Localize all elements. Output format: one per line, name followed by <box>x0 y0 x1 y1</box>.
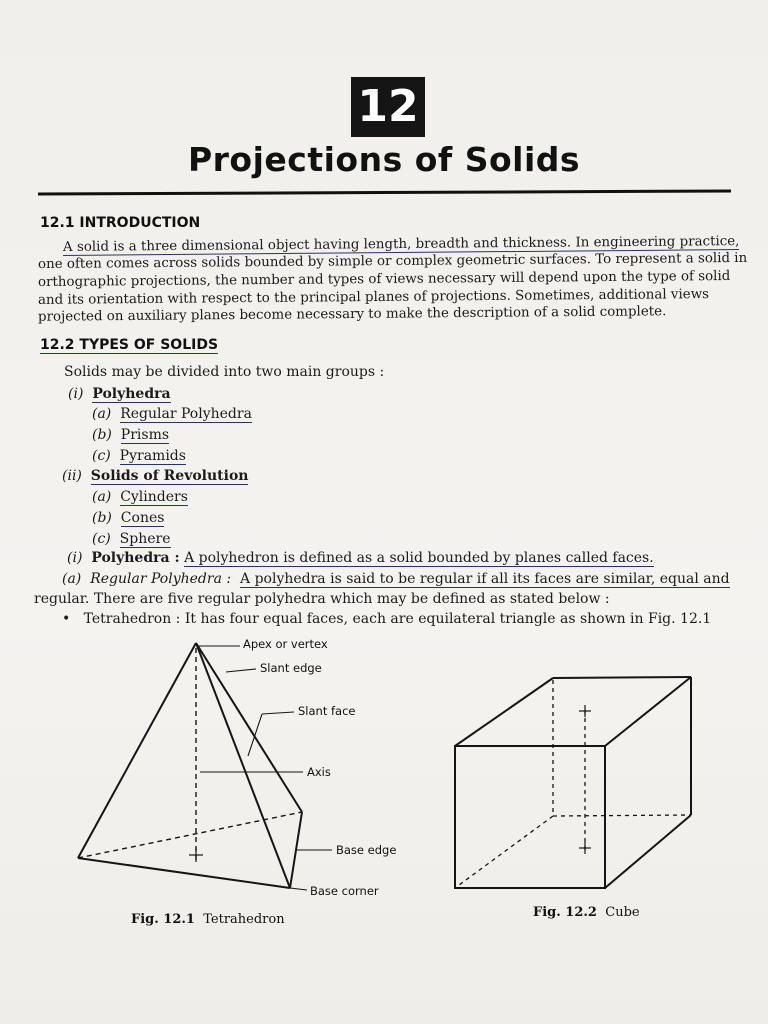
chapter-number: 12 <box>351 77 425 137</box>
label-slant-edge: Slant edge <box>260 661 322 675</box>
label-base-corner: Base corner <box>310 884 379 898</box>
cube-solid-edges <box>455 677 691 888</box>
intro-line-1: A solid is a three dimensional object having length, breadth and thickness. In engineering practice, <box>62 234 740 255</box>
list-item: (a) Cylinders <box>92 489 188 505</box>
section-heading-introduction: 12.1 INTRODUCTION <box>40 215 201 231</box>
group-polyhedra: (i) Polyhedra <box>68 386 171 402</box>
section-heading-types: 12.2 TYPES OF SOLIDS <box>40 337 219 353</box>
label-axis: Axis <box>307 765 331 779</box>
intro-line-5: projected on auxiliary planes become necessary to make the description of a solid complete. <box>37 304 667 325</box>
chapter-title: Projections of Solids <box>187 140 581 179</box>
label-base-edge: Base edge <box>336 843 397 857</box>
types-intro: Solids may be divided into two main groups : <box>64 364 385 380</box>
list-item: (b) Prisms <box>92 427 170 443</box>
figure-caption-tetrahedron: Fig. 12.1 Tetrahedron <box>131 912 285 927</box>
intro-line-3: orthographic projections, the number and types of views necessary will depend upon the type of solid <box>37 268 731 291</box>
definition-polyhedra: (i) Polyhedra : A polyhedron is defined as a solid bounded by planes called faces. <box>67 550 654 566</box>
intro-line-4: and its orientation with respect to the principal planes of projections. Sometimes, additional views <box>37 287 710 308</box>
label-apex: Apex or vertex <box>243 637 328 651</box>
list-item: (c) Pyramids <box>92 448 186 464</box>
list-item: (a) Regular Polyhedra <box>92 406 252 422</box>
bullet-tetrahedron: • Tetrahedron : It has four equal faces, each are equilateral triangle as shown in Fig. 12.1 <box>62 611 712 627</box>
group-solids-of-revolution: (ii) Solids of Revolution <box>62 468 249 484</box>
label-slant-face: Slant face <box>298 704 356 718</box>
list-item: (c) Sphere <box>92 531 171 547</box>
intro-line-2: one often comes across solids bounded by simple or complex geometric surfaces. To represent a solid in <box>37 250 748 273</box>
list-item: (b) Cones <box>92 510 165 526</box>
figure-caption-cube: Fig. 12.2 Cube <box>533 905 640 920</box>
definition-regular-polyhedra: (a) Regular Polyhedra : A polyhedra is said to be regular if all its faces are similar, equal and <box>62 571 730 587</box>
definition-regular-cont: regular. There are five regular polyhedra which may be defined as stated below : <box>34 591 610 607</box>
cube-hidden-edges <box>455 680 691 888</box>
